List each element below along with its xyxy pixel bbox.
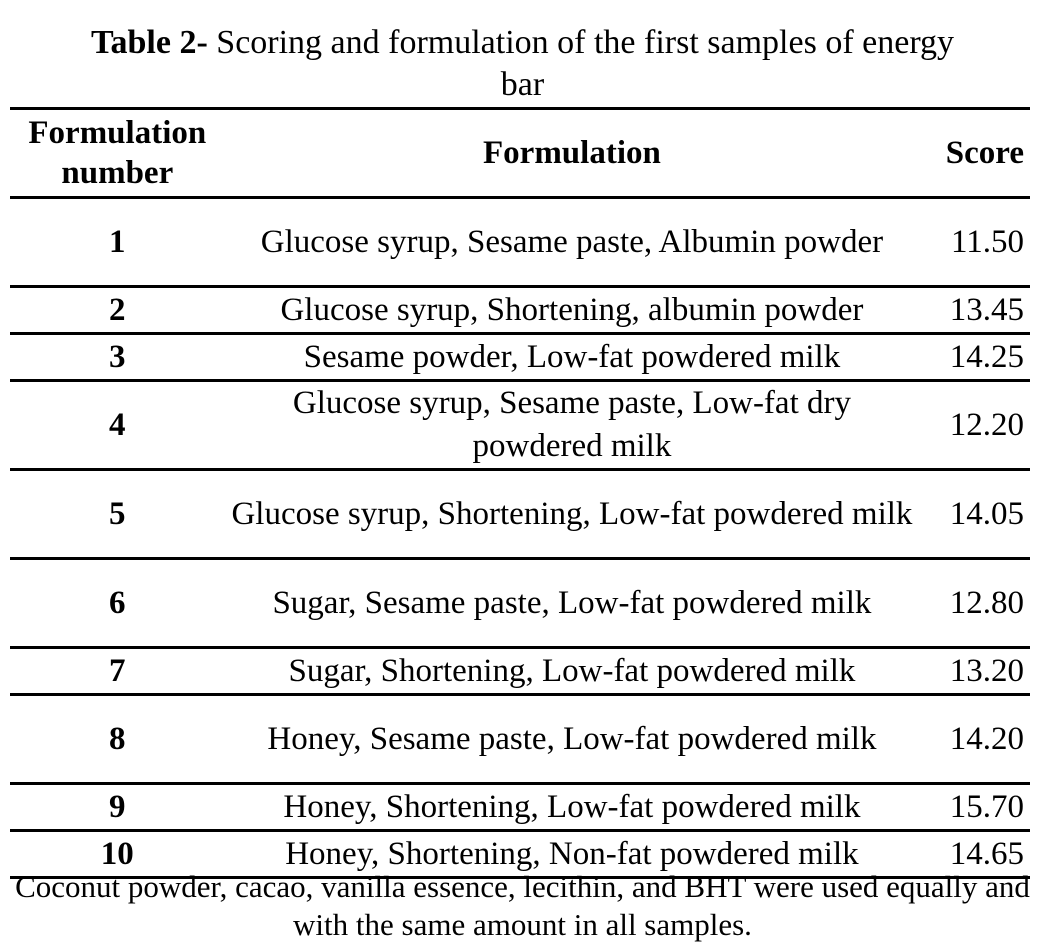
cell-number: 1 [109, 224, 126, 260]
table-row [10, 470, 1030, 559]
cell-formulation: Sugar, Shortening, Low-fat powdered milk [288, 652, 856, 689]
cell-formulation: Glucose syrup, Sesame paste, Albumin powder [260, 223, 884, 260]
table-row [10, 784, 1030, 831]
table-row [10, 334, 1030, 381]
cell-score: 14.65 [949, 836, 1024, 872]
cell-score: 14.05 [949, 496, 1024, 532]
cell-score: 13.45 [949, 292, 1024, 328]
cell-formulation: Honey, Shortening, Low-fat powdered milk [283, 788, 861, 825]
table-caption [0, 22, 1045, 106]
cell-number: 5 [109, 496, 126, 532]
caption-label: Table 2- [90, 24, 208, 61]
header-formulation-number: Formulation number [28, 115, 207, 191]
cell-formulation: Sugar, Sesame paste, Low-fat powdered milk [272, 584, 872, 621]
cell-number: 6 [109, 585, 126, 621]
cell-score: 15.70 [949, 789, 1024, 825]
cell-number: 9 [109, 789, 126, 825]
table-footnote: Coconut powder, cacao, vanilla essence, lecithin, and BHT were used equally and with the same amount in all samples. [15, 869, 1030, 942]
table-row [10, 198, 1030, 287]
table-row [10, 287, 1030, 334]
cell-number: 2 [109, 292, 126, 328]
cell-formulation: Glucose syrup, Shortening, Low-fat powdered milk [231, 495, 913, 532]
cell-formulation: Honey, Shortening, Non-fat powdered milk [285, 835, 859, 872]
header-formulation: Formulation [483, 135, 661, 171]
table-row [10, 559, 1030, 648]
cell-number: 7 [109, 653, 126, 689]
cell-number: 4 [109, 407, 126, 443]
cell-formulation: Honey, Sesame paste, Low-fat powdered milk [267, 720, 877, 757]
table-header-row [10, 109, 1030, 198]
table-row [10, 695, 1030, 784]
cell-score: 14.20 [949, 721, 1024, 757]
cell-number: 8 [109, 721, 126, 757]
table-row [10, 381, 1030, 470]
table-row [10, 648, 1030, 695]
cell-score: 12.20 [949, 407, 1024, 443]
header-score: Score [945, 135, 1024, 171]
formulation-score-table [10, 107, 1030, 879]
cell-formulation: Glucose syrup, Sesame paste, Low-fat dry powdered milk [292, 385, 851, 464]
cell-score: 14.25 [949, 339, 1024, 375]
cell-score: 11.50 [950, 224, 1024, 260]
cell-formulation: Glucose syrup, Shortening, albumin powder [280, 291, 864, 328]
cell-score: 13.20 [949, 653, 1024, 689]
caption-text-line2: bar [500, 66, 545, 103]
cell-number: 10 [100, 836, 134, 872]
cell-formulation: Sesame powder, Low-fat powdered milk [303, 338, 841, 375]
cell-number: 3 [109, 339, 126, 375]
caption-text: Scoring and formulation of the first samples of energy [207, 24, 955, 61]
cell-score: 12.80 [949, 585, 1024, 621]
